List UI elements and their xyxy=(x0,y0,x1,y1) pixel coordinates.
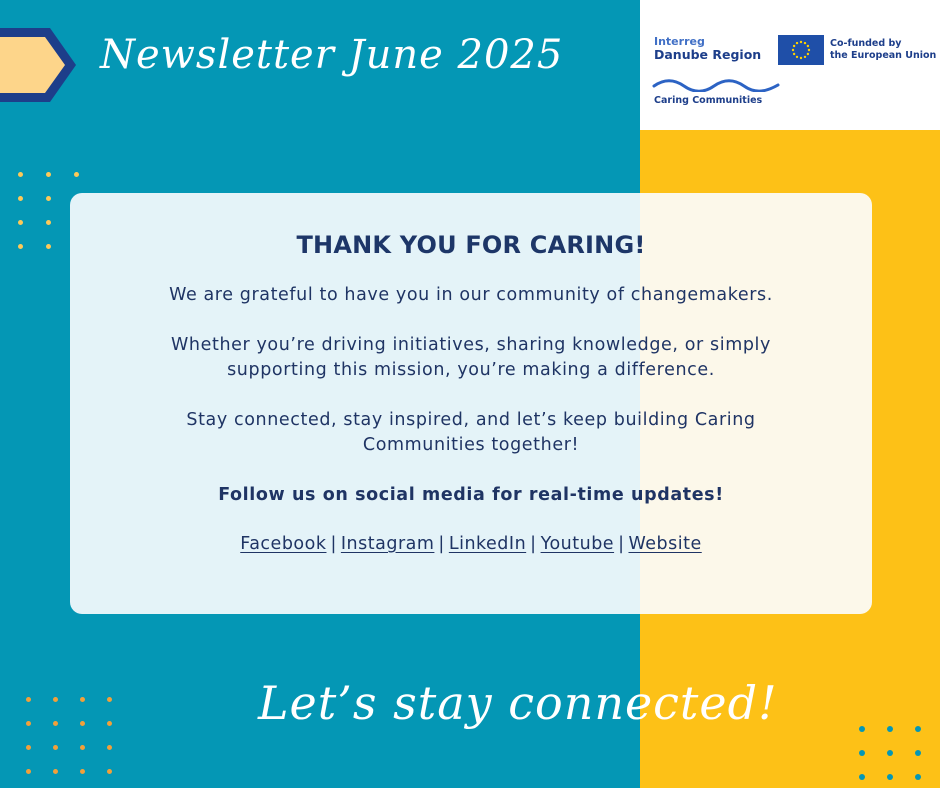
card-paragraph-gratitude: We are grateful to have you in our community of changemakers. xyxy=(169,285,773,305)
footer-tagline: Let’s stay connected! xyxy=(258,676,778,730)
danube-region-logo-text: Danube Region xyxy=(654,47,762,62)
card-paragraph-stay-connected: Stay connected, stay inspired, and let’s keep building Caring Communities together! xyxy=(186,410,756,455)
wave-icon xyxy=(652,78,780,92)
facebook-link[interactable]: Facebook xyxy=(240,534,327,554)
newsletter-title: Newsletter June 2025 xyxy=(100,32,564,78)
link-separator: | xyxy=(618,534,625,554)
card-title: THANK YOU FOR CARING! xyxy=(296,231,646,259)
eu-flag-icon xyxy=(778,35,824,65)
website-link[interactable]: Website xyxy=(628,534,702,554)
link-separator: | xyxy=(330,534,337,554)
message-card xyxy=(70,193,872,614)
decorative-dots-bottom-right xyxy=(859,726,921,780)
linkedin-link[interactable]: LinkedIn xyxy=(448,534,527,554)
instagram-link[interactable]: Instagram xyxy=(340,534,435,554)
link-separator: | xyxy=(438,534,445,554)
eu-cofunded-line1: Co-funded by xyxy=(830,38,902,49)
link-separator: | xyxy=(530,534,537,554)
eu-cofunded-text xyxy=(830,38,936,62)
decorative-dots-bottom-left xyxy=(26,697,112,774)
card-paragraph-difference: Whether you’re driving initiatives, sharing knowledge, or simply supporting this mission, you’re making a difference. xyxy=(171,335,771,380)
card-follow-text: Follow us on social media for real-time updates! xyxy=(218,485,724,505)
youtube-link[interactable]: Youtube xyxy=(540,534,615,554)
arrow-badge-icon xyxy=(0,25,80,105)
caring-communities-logo-text: Caring Communities xyxy=(654,95,763,106)
eu-cofunded-line2: the European Union xyxy=(830,50,937,61)
logo-panel xyxy=(640,0,940,130)
interreg-logo-text: Interreg xyxy=(654,35,705,48)
social-links xyxy=(70,534,872,554)
